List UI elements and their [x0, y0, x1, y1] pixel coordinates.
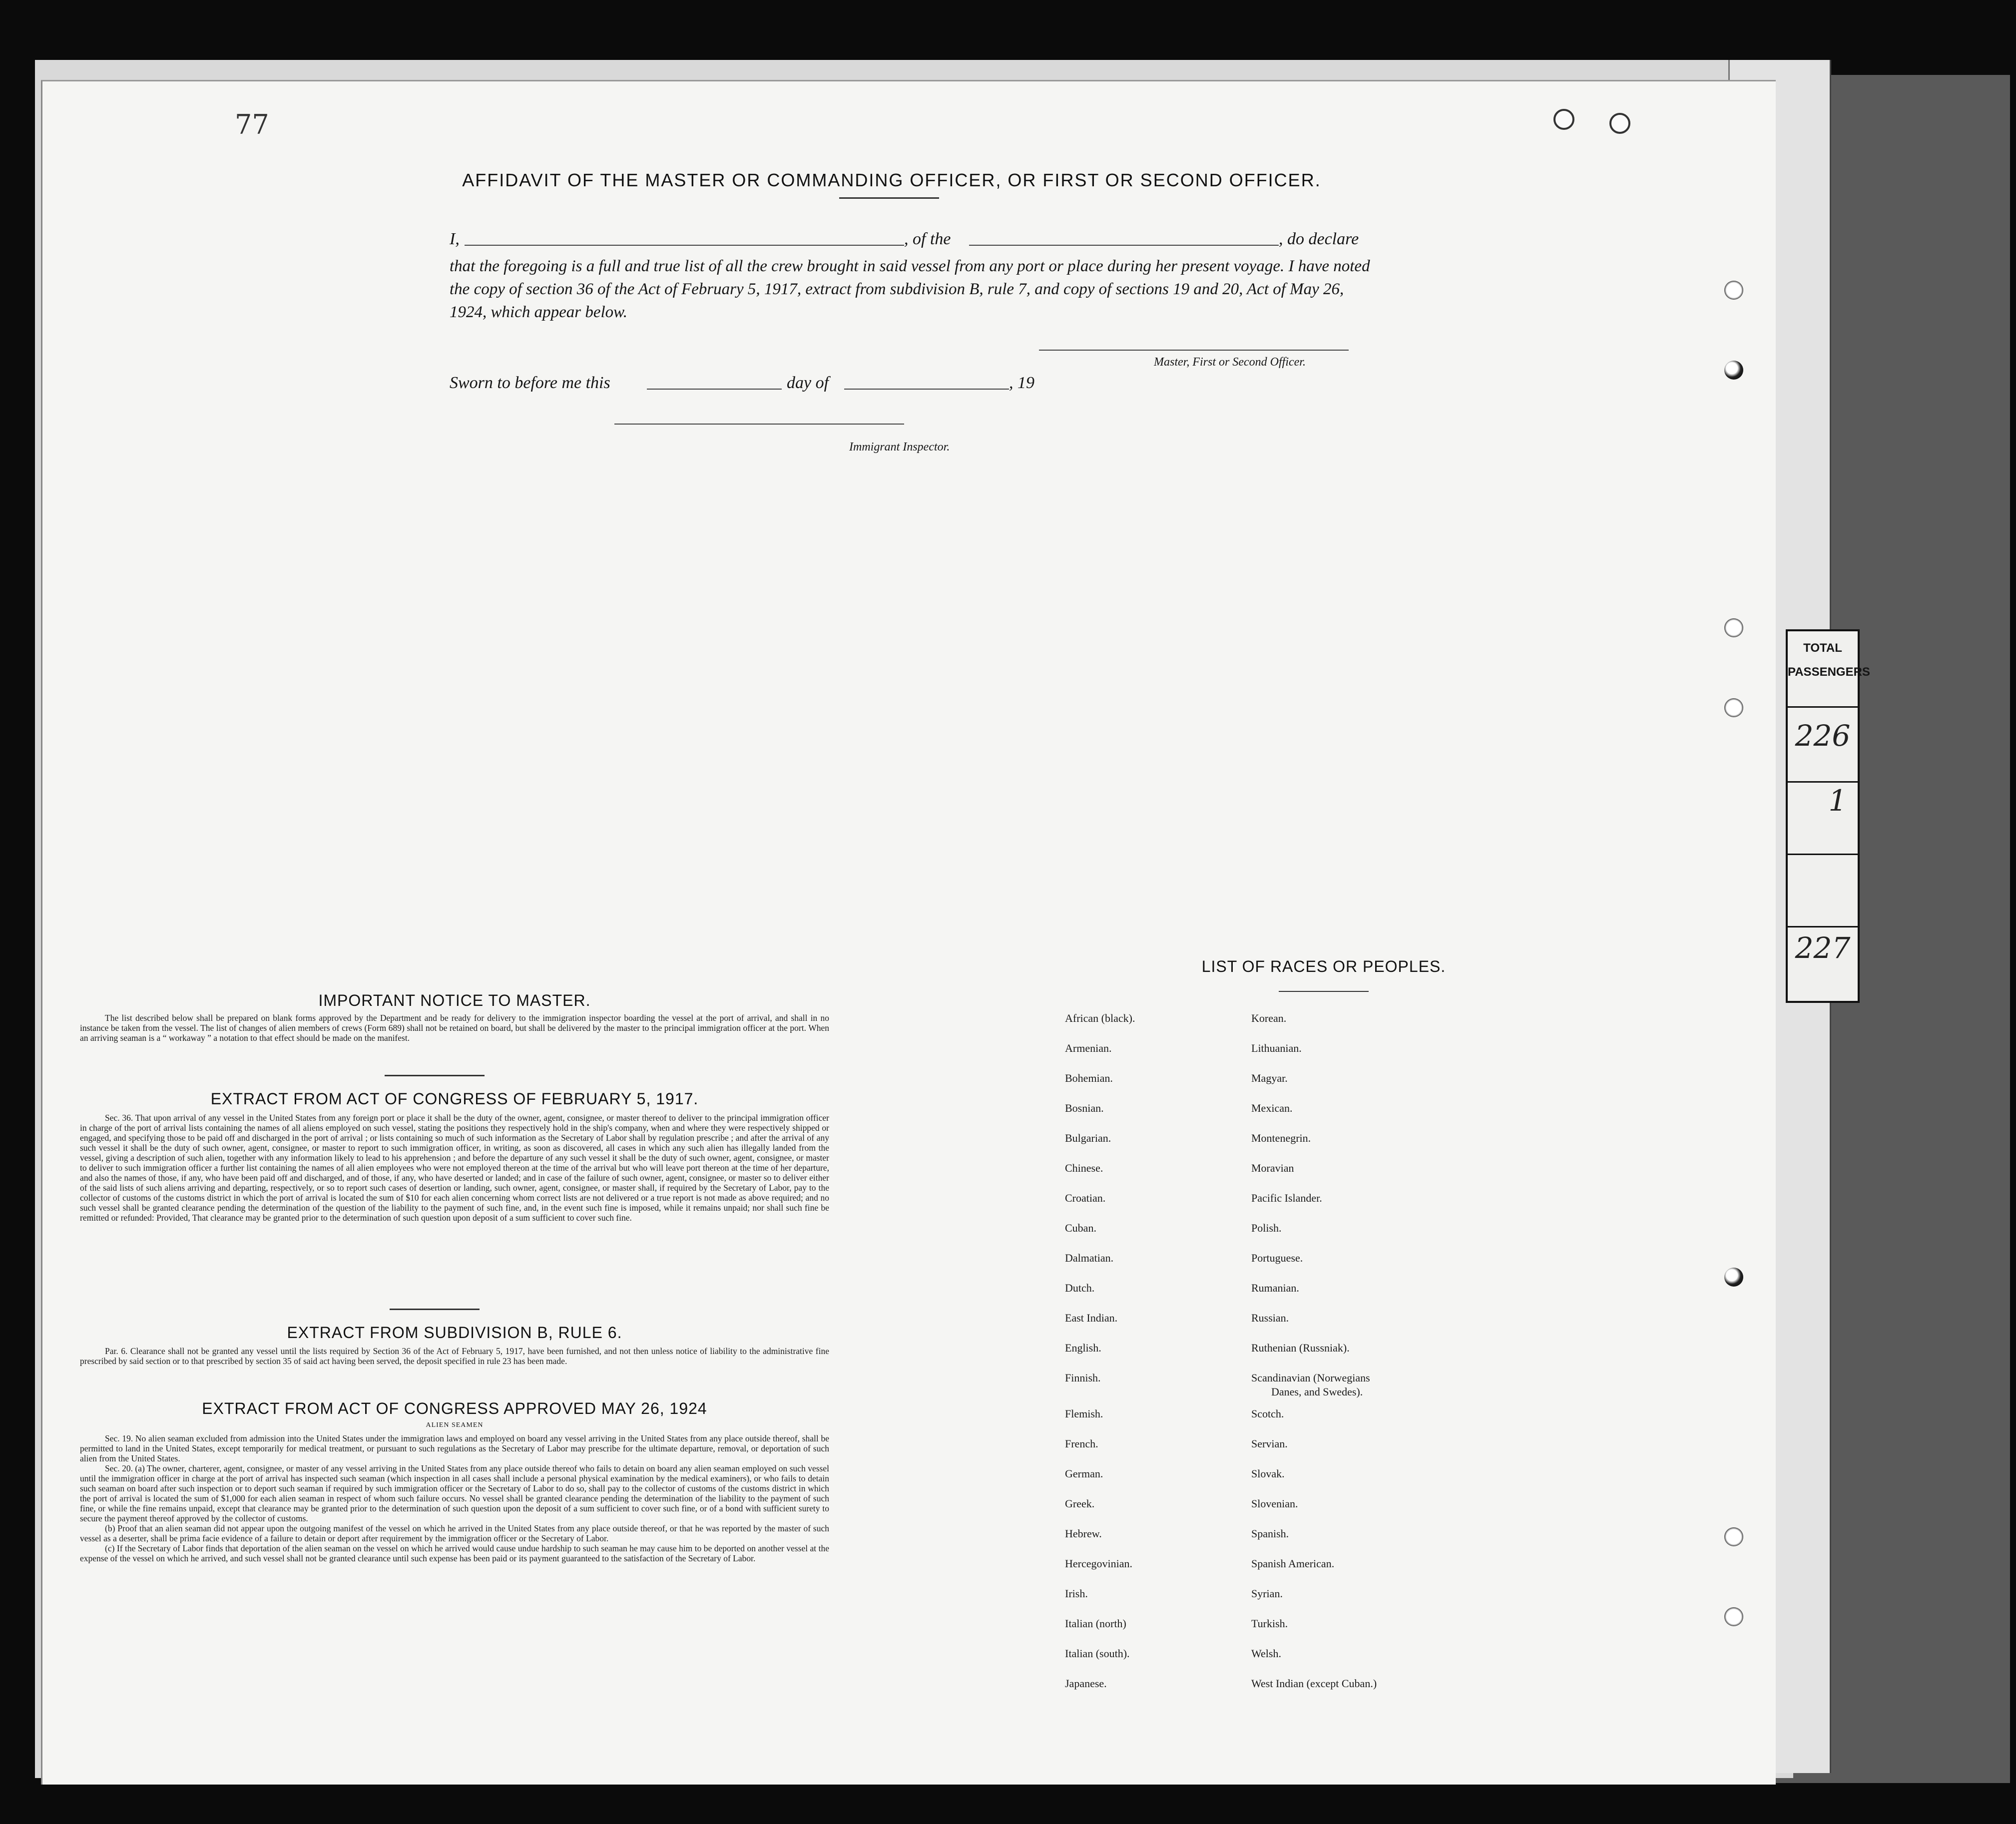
race-item: Flemish. [1065, 1407, 1103, 1420]
race-item: Italian (south). [1065, 1647, 1130, 1660]
race-item: Chinese. [1065, 1162, 1103, 1174]
race-item: Polish. [1251, 1222, 1282, 1234]
binding-hole [1724, 618, 1743, 637]
of-the-label: , of the [904, 230, 951, 248]
alien-seamen-subheading: ALIEN SEAMEN [426, 1421, 484, 1429]
race-item: Russian. [1251, 1312, 1289, 1324]
race-item: Servian. [1251, 1437, 1288, 1450]
race-item: Rumanian. [1251, 1282, 1299, 1294]
month-blank[interactable] [844, 389, 1009, 390]
year-label: , 19 [1009, 374, 1034, 392]
races-rule [1279, 991, 1369, 992]
sworn-label: Sworn to before me this [450, 374, 610, 392]
extract-1917-text [80, 1113, 829, 1223]
declare-label: , do declare [1279, 230, 1359, 248]
total-box-divider [1788, 706, 1858, 708]
race-item: Bohemian. [1065, 1072, 1113, 1084]
race-item: Italian (north) [1065, 1617, 1126, 1630]
notice-title: IMPORTANT NOTICE TO MASTER. [318, 991, 591, 1009]
race-item: Dalmatian. [1065, 1252, 1114, 1264]
total-box-divider [1788, 781, 1858, 783]
sec19-paragraph: Sec. 19. No alien seaman excluded from admission into the United States under the immigration laws and employed on board any vessel arriving in the United States from any place outside thereof, shall be permitted to land in the United States, except temporarily for medical treatment, or pursuant to such regulations as the Secretary of Labor may prescribe for the ultimate departure, removal, or deportation of such alien from the United States. [80, 1433, 829, 1463]
punch-hole [1609, 113, 1630, 134]
race-item: Ruthenian (Russniak). [1251, 1342, 1350, 1354]
race-item: Bosnian. [1065, 1102, 1104, 1114]
race-item: West Indian (except Cuban.) [1251, 1677, 1377, 1690]
total-box-divider [1788, 926, 1858, 927]
race-item: African (black). [1065, 1012, 1135, 1024]
race-item: Pacific Islander. [1251, 1192, 1322, 1204]
binding-hole [1724, 1527, 1743, 1546]
master-signature-blank[interactable] [1039, 350, 1349, 351]
race-item: Bulgarian. [1065, 1132, 1111, 1144]
notice-text [80, 1013, 829, 1043]
section-rule [390, 1309, 480, 1310]
inspector-signature-blank[interactable] [614, 424, 904, 425]
race-item: Montenegrin. [1251, 1132, 1311, 1144]
extract-rule6-title: EXTRACT FROM SUBDIVISION B, RULE 6. [287, 1324, 622, 1342]
total-box-header-line1: TOTAL [1803, 641, 1842, 655]
race-item: Turkish. [1251, 1617, 1288, 1630]
race-item: Slovak. [1251, 1467, 1285, 1480]
race-item: Hebrew. [1065, 1527, 1102, 1540]
affidavit-title: AFFIDAVIT OF THE MASTER OR COMMANDING OFFICER, OR FIRST OR SECOND OFFICER. [462, 170, 1321, 190]
total-box-divider [1788, 854, 1858, 855]
binding-hole [1724, 361, 1743, 380]
race-item: Japanese. [1065, 1677, 1107, 1690]
vessel-blank[interactable] [969, 245, 1279, 246]
race-item: English. [1065, 1342, 1101, 1354]
total-box-header [1788, 636, 1870, 684]
extract-1924-title: EXTRACT FROM ACT OF CONGRESS APPROVED MAY 26, 1924 [202, 1399, 707, 1417]
affidavit-i-label: I, [450, 230, 460, 248]
race-item: Slovenian. [1251, 1497, 1298, 1510]
race-item: Portuguese. [1251, 1252, 1303, 1264]
race-item: East Indian. [1065, 1312, 1118, 1324]
race-item: Magyar. [1251, 1072, 1288, 1084]
name-blank[interactable] [465, 245, 904, 246]
inspector-label: Immigrant Inspector. [849, 441, 950, 454]
total-passengers-value: 226 [1795, 719, 1851, 753]
day-blank[interactable] [647, 389, 782, 390]
race-item: Moravian [1251, 1162, 1294, 1174]
total-crew-value: 1 [1828, 784, 1847, 818]
race-item: Dutch. [1065, 1282, 1095, 1294]
race-item: Welsh. [1251, 1647, 1281, 1660]
race-item: Spanish. [1251, 1527, 1289, 1540]
race-item: Armenian. [1065, 1042, 1112, 1054]
sec20b-paragraph: (b) Proof that an alien seaman did not appear upon the outgoing manifest of the vessel on which he arrived in the United States from any place outside thereof, or that he was reported by the master of such vessel as a deserter, shall be prima facie evidence of a failure to detain or deport after requirement by the immigration officer or the Secretary of Labor. [80, 1523, 829, 1543]
race-item: Greek. [1065, 1497, 1095, 1510]
race-item: French. [1065, 1437, 1098, 1450]
race-item: Scotch. [1251, 1407, 1284, 1420]
race-item: Irish. [1065, 1587, 1088, 1600]
race-item: Lithuanian. [1251, 1042, 1302, 1054]
binding-hole [1724, 1268, 1743, 1287]
extract-1917-title: EXTRACT FROM ACT OF CONGRESS OF FEBRUARY 5, 1917. [210, 1090, 699, 1108]
section-rule [385, 1075, 485, 1076]
race-item: Mexican. [1251, 1102, 1293, 1114]
race-item: Croatian. [1065, 1192, 1106, 1204]
race-item: Scandinavian (Norwegians [1251, 1371, 1370, 1384]
binding-hole [1724, 281, 1743, 300]
race-item: Danes, and Swedes). [1271, 1385, 1363, 1398]
race-item: Cuban. [1065, 1222, 1096, 1234]
title-rule [839, 197, 939, 199]
master-label: Master, First or Second Officer. [1154, 356, 1306, 369]
binding-hole [1724, 1607, 1743, 1626]
race-item: Spanish American. [1251, 1557, 1335, 1570]
sec20c-paragraph: (c) If the Secretary of Labor finds that deportation of the alien seaman on the vessel on which he arrived would cause undue hardship to such seaman he may cause him to be deported on another vessel at the expense of the vessel on which he arrived, and such vessel shall not be granted clearance until such expense has been paid or its payment guaranteed to the satisfaction of the Secretary of Labor. [80, 1543, 829, 1563]
rule6-paragraph: Par. 6. Clearance shall not be granted any vessel until the lists required by Section 36 of the Act of February 5, 1917, have been furnished, and not then unless notice of liability to the administrative fine prescribed by said section or to that prescribed by section 35 of said act having been served, the deposit specified in rule 23 has been made. [80, 1346, 829, 1366]
sec20a-paragraph: Sec. 20. (a) The owner, charterer, agent, consignee, or master of any vessel arriving in the United States from any place outside thereof who fails to detain on board any alien seaman employed on such vessel until the immigration officer in charge at the port of arrival has inspected such seaman (which inspection in all cases shall include a personal physical examination by the medical examiners), or who fails to detain such seaman on board after such inspection or to deport such seaman if required by such immigration officer or the Secretary of Labor to do so, shall pay to the collector of customs of the customs district in which the port of arrival is located the sum of $1,000 for each alien seaman in respect of whom such failure occurs. No vessel shall be granted clearance pending the determination of the liability to the payment of such fine, or while the fine remains unpaid, except that clearance may be granted prior to the determination of such question upon the deposit of a sum sufficient to cover such fine, or of a bond with sufficient surety to secure the payment thereof approved by the collector of customs. [80, 1463, 829, 1523]
handwritten-page-mark: 77 [235, 109, 269, 140]
races-title: LIST OF RACES OR PEOPLES. [1201, 957, 1446, 975]
race-item: Syrian. [1251, 1587, 1283, 1600]
affidavit-body: that the foregoing is a full and true list of all the crew brought in said vessel from any port or place during her present voyage. I have noted the copy of section 36 of the Act of February 5, 1917, extract from subdivision B, rule 7, and copy of sections 19 and 20, Act of May 26, 1924, which appear below. [450, 257, 1370, 321]
race-item: German. [1065, 1467, 1103, 1480]
grand-total-value: 227 [1795, 931, 1851, 965]
race-item: Korean. [1251, 1012, 1287, 1024]
sec36-paragraph: Sec. 36. That upon arrival of any vessel in the United States from any foreign port or place it shall be the duty of the owner, agent, consignee, or master thereof to deliver to the principal immigration officer in charge of the port of arrival lists containing the names of all aliens employed on such vessel, stating the positions they respectively hold in the ship's company, when and where they were respectively shipped or engaged, and specifying those to be paid off and discharged in the port of arrival ; or lists containing so much of such information as the Secretary of Labor shall by regulation prescribe ; and after the arrival of any such vessel it shall be the duty of such owner, agent, consignee, or master to report to such immigration officer, in writing, as soon as discovered, all cases in which any such alien has illegally landed from the vessel, giving a description of such alien, together with any information likely to lead to his apprehension ; and before the departure of any such vessel it shall be the duty of such owner, agent, consignee, or master to deliver to such immigration officer a further list containing the names of all alien employees who were not employed thereon at the time of the arrival but who will leave port thereon at the time of her departure, and also the names of those, if any, who have been paid off and discharged, and of those, if any, who have deserted or landed; and in case of the failure of such owner, agent, consignee, or master so to deliver either of the said lists of such aliens arriving and departing, respectively, or so to report such cases of desertion or landing, such owner, agent, consignee, or master shall, if required by the Secretary of Labor, pay to the collector of customs of the customs district in which the port of arrival is located the sum of $10 for each alien concerning whom correct lists are not delivered or a true report is not made as above required; and no such vessel shall be granted clearance pending the determination of the question of the liability to the payment of such fine, and, in the event such fine is imposed, while it remains unpaid; nor shall such fine be remitted or refunded: Provided, That clearance may be granted prior to the determination of such question upon deposit of a sum sufficient to cover such fine. [80, 1113, 829, 1223]
extract-1924-text [80, 1433, 829, 1563]
notice-paragraph: The list described below shall be prepared on blank forms approved by the Department and be ready for delivery to the immigration inspector boarding the vessel at the port of arrival, and shall in no instance be taken from the vessel. The list of changes of alien members of crews (Form 689) shall not be retained on board, but shall be delivered by the master to the principal immigration officer at the port. When an arriving seaman is a “ workaway ” a notation to that effect should be made on the manifest. [80, 1013, 829, 1043]
race-item: Finnish. [1065, 1371, 1101, 1384]
extract-rule6-text [80, 1346, 829, 1366]
day-of-label: day of [787, 374, 829, 392]
binding-hole [1724, 698, 1743, 717]
total-box-header-line2: PASSENGERS [1788, 665, 1870, 679]
punch-hole [1553, 109, 1574, 130]
total-passengers-box [1786, 629, 1870, 1003]
race-item: Hercegovinian. [1065, 1557, 1132, 1570]
